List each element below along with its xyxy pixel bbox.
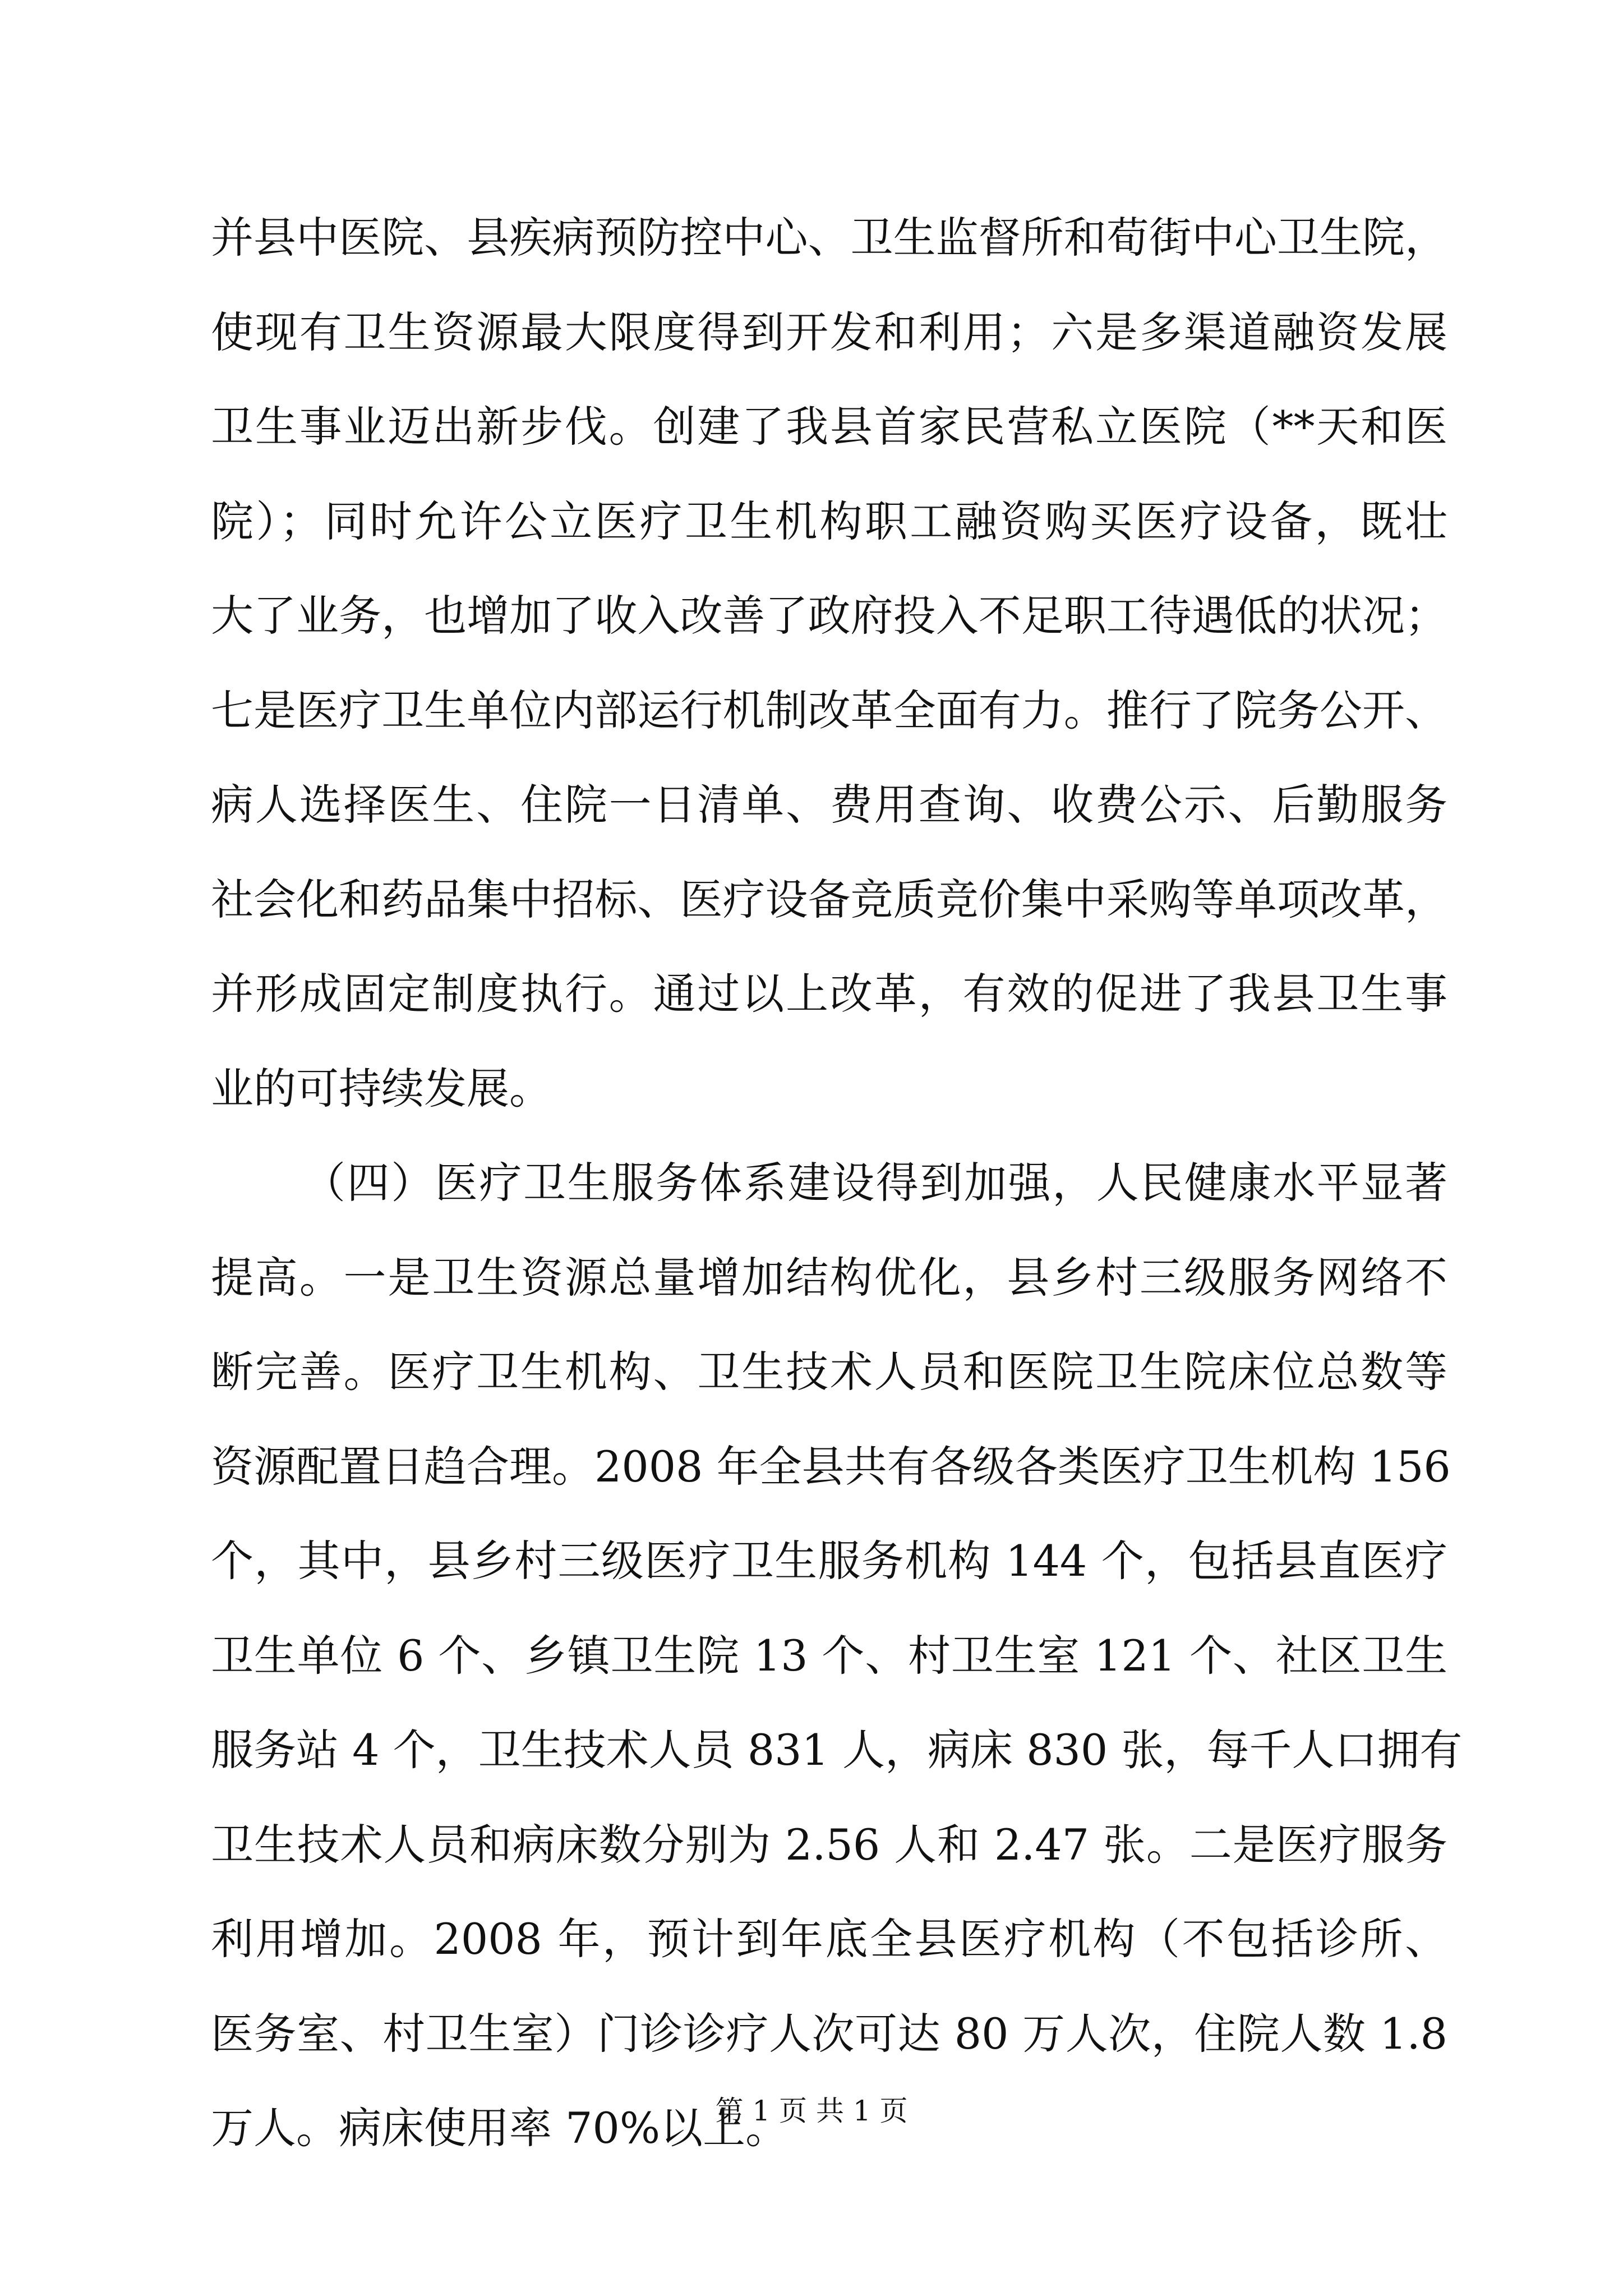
text-line: 医务室、村卫生室）门诊诊疗人次可达 80 万人次，住院人数 1.8	[211, 2008, 1447, 2059]
text-line: 业的可持续发展。	[211, 1063, 552, 1114]
paragraph-heading-line: （四）医疗卫生服务体系建设得到加强，人民健康水平显著	[303, 1158, 1447, 1208]
text-line: 断完善。医疗卫生机构、卫生技术人员和医院卫生院床位总数等	[211, 1347, 1447, 1397]
text-line: 并形成固定制度执行。通过以上改革，有效的促进了我县卫生事	[211, 969, 1447, 1019]
text-line: 个，其中，县乡村三级医疗卫生服务机构 144 个，包括县直医疗	[211, 1536, 1447, 1586]
text-line: 并县中医院、县疾病预防控中心、卫生监督所和荀街中心卫生院，	[211, 213, 1447, 263]
text-line: 万人。病床使用率 70%以上。	[211, 2103, 789, 2153]
text-line: 卫生单位 6 个、乡镇卫生院 13 个、村卫生室 121 个、社区卫生	[211, 1630, 1447, 1681]
text-line: 卫生事业迈出新步伐。创建了我县首家民营私立医院（**天和医	[211, 402, 1447, 452]
document-body	[211, 191, 1463, 2176]
text-line: 使现有卫生资源最大限度得到开发和利用；六是多渠道融资发展	[211, 307, 1447, 357]
text-line: 资源配置日趋合理。2008 年全县共有各级各类医疗卫生机构 156	[211, 1441, 1451, 1492]
text-line: 卫生技术人员和病床数分别为 2.56 人和 2.47 张。二是医疗服务	[211, 1819, 1447, 1870]
text-line: 病人选择医生、住院一日清单、费用查询、收费公示、后勤服务	[211, 780, 1447, 830]
text-line: 院）；同时允许公立医疗卫生机构职工融资购买医疗设备，既壮	[211, 496, 1447, 546]
text-line: 服务站 4 个，卫生技术人员 831 人，病床 830 张，每千人口拥有	[211, 1725, 1463, 1775]
text-line: 提高。一是卫生资源总量增加结构优化，县乡村三级服务网络不	[211, 1252, 1447, 1303]
text-line: 大了业务，也增加了收入改善了政府投入不足职工待遇低的状况；	[211, 591, 1447, 641]
text-line: 七是医疗卫生单位内部运行机制改革全面有力。推行了院务公开、	[211, 685, 1447, 735]
text-line: 社会化和药品集中招标、医疗设备竞质竞价集中采购等单项改革，	[211, 874, 1447, 924]
page-footer: 第 1 页 共 1 页	[715, 2095, 908, 2127]
text-line: 利用增加。2008 年，预计到年底全县医疗机构（不包括诊所、	[211, 1914, 1447, 1964]
